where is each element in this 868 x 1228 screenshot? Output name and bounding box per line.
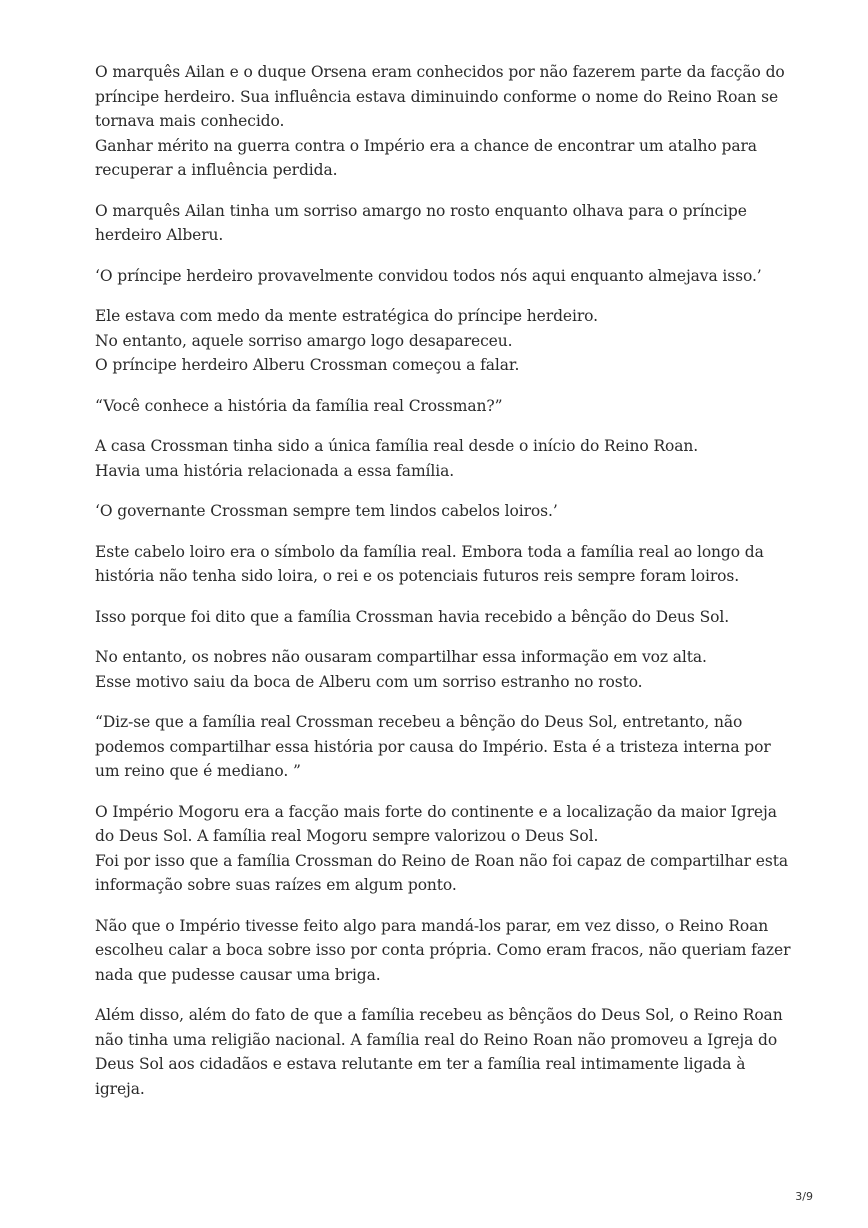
text-line: “Diz-se que a família real Crossman recebeu a bênção do Deus Sol, entretanto, não xyxy=(95,713,743,731)
text-line: ‘O governante Crossman sempre tem lindos cabelos loiros.’ xyxy=(95,502,558,520)
paragraph-13 xyxy=(95,914,795,988)
paragraph-7 xyxy=(95,499,795,524)
paragraph-14 xyxy=(95,1003,795,1101)
text-line: ‘O príncipe herdeiro provavelmente convidou todos nós aqui enquanto almejava isso.’ xyxy=(95,266,762,285)
paragraph-5 xyxy=(95,394,795,419)
text-line: escolheu calar a boca sobre isso por conta própria. Como eram fracos, não queriam fazer xyxy=(95,941,791,959)
text-line: informação sobre suas raízes em algum ponto. xyxy=(95,876,457,894)
paragraph-9 xyxy=(95,605,795,630)
text-line: “Você conhece a história da família real Crossman?” xyxy=(95,396,503,415)
text-line: O marquês Ailan e o duque Orsena eram conhecidos por não fazerem parte da facção do xyxy=(95,63,785,81)
text-line: do Deus Sol. A família real Mogoru sempre valorizou o Deus Sol. xyxy=(95,827,599,845)
text-line: um reino que é mediano. ” xyxy=(95,762,301,780)
text-line: Deus Sol aos cidadãos e estava relutante em ter a família real intimamente ligada à xyxy=(95,1055,746,1073)
page-number: 3/9 xyxy=(795,1190,813,1203)
text-line: herdeiro Alberu. xyxy=(95,226,224,244)
text-line: O marquês Ailan tinha um sorriso amargo no rosto enquanto olhava para o príncipe xyxy=(95,201,747,220)
paragraph-6 xyxy=(95,434,795,483)
text-line: O Império Mogoru era a facção mais forte do continente e a localização da maior Igreja xyxy=(95,802,777,821)
text-line: história não tenha sido loira, o rei e os potenciais futuros reis sempre foram loiros. xyxy=(95,567,740,585)
paragraph-2 xyxy=(95,199,795,248)
paragraph-8 xyxy=(95,540,795,589)
text-line: Ele estava com medo da mente estratégica do príncipe herdeiro. xyxy=(95,307,598,325)
text-line: recuperar a influência perdida. xyxy=(95,161,338,179)
text-line: No entanto, os nobres não ousaram compartilhar essa informação em voz alta. xyxy=(95,648,707,666)
text-line: Além disso, além do fato de que a família recebeu as bênçãos do Deus Sol, o Reino Roan xyxy=(95,1006,783,1024)
text-line: podemos compartilhar essa história por causa do Império. Esta é a tristeza interna por xyxy=(95,737,771,756)
text-line: Não que o Império tivesse feito algo para mandá-los parar, em vez disso, o Reino Roan xyxy=(95,916,769,935)
text-line: igreja. xyxy=(95,1079,145,1098)
text-line: Havia uma história relacionada a essa família. xyxy=(95,461,455,480)
paragraph-10 xyxy=(95,645,795,694)
text-line: O príncipe herdeiro Alberu Crossman começou a falar. xyxy=(95,356,520,374)
paragraph-4 xyxy=(95,304,795,378)
paragraph-1 xyxy=(95,60,795,183)
document-body xyxy=(95,60,795,1117)
text-line: Este cabelo loiro era o símbolo da família real. Embora toda a família real ao longo da xyxy=(95,542,764,561)
text-line: não tinha uma religião nacional. A família real do Reino Roan não promoveu a Igreja do xyxy=(95,1030,778,1049)
paragraph-11 xyxy=(95,710,795,784)
text-line: nada que pudesse causar uma briga. xyxy=(95,965,381,984)
paragraph-3 xyxy=(95,264,795,289)
text-line: Esse motivo saiu da boca de Alberu com um sorriso estranho no rosto. xyxy=(95,672,643,691)
text-line: A casa Crossman tinha sido a única família real desde o início do Reino Roan. xyxy=(95,437,699,455)
text-line: tornava mais conhecido. xyxy=(95,112,285,130)
paragraph-12 xyxy=(95,800,795,898)
text-line: Ganhar mérito na guerra contra o Império era a chance de encontrar um atalho para xyxy=(95,136,757,155)
text-line: Foi por isso que a família Crossman do Reino de Roan não foi capaz de compartilhar esta xyxy=(95,851,789,870)
text-line: Isso porque foi dito que a família Crossman havia recebido a bênção do Deus Sol. xyxy=(95,607,730,626)
text-line: príncipe herdeiro. Sua influência estava diminuindo conforme o nome do Reino Roan se xyxy=(95,87,779,106)
text-line: No entanto, aquele sorriso amargo logo desapareceu. xyxy=(95,331,513,350)
